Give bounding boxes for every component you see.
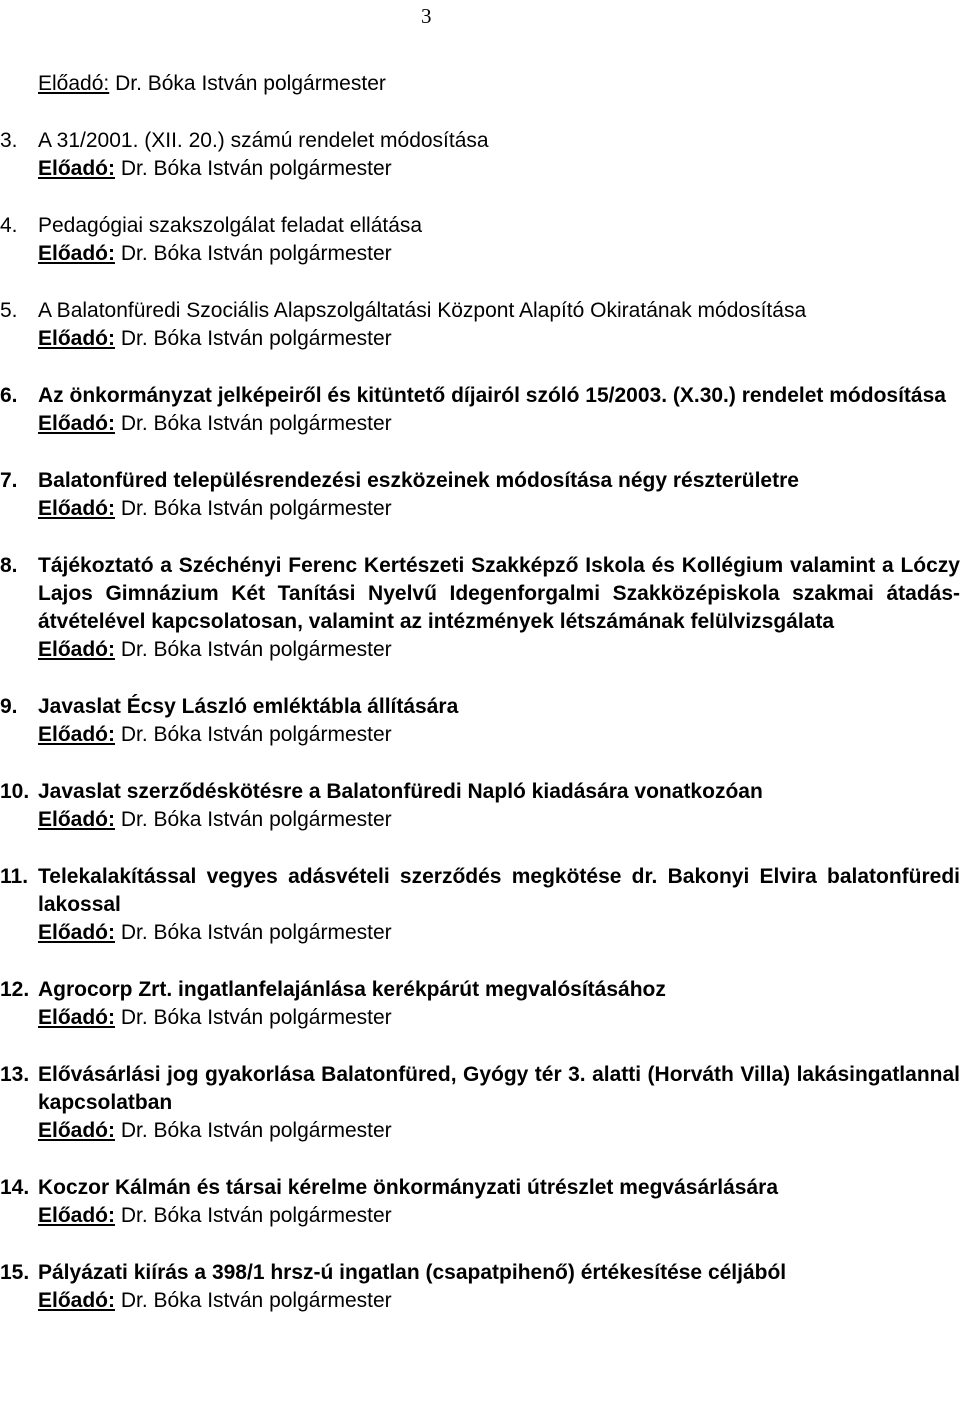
presenter-label: Előadó: xyxy=(38,72,110,95)
agenda-item-10 xyxy=(0,778,960,834)
agenda-item-13 xyxy=(0,1061,960,1145)
agenda-item-title xyxy=(0,467,960,495)
presenter-label: Előadó: xyxy=(38,1204,115,1227)
agenda-item-title xyxy=(0,693,960,721)
page-number: 3 xyxy=(421,4,432,28)
presenter-line xyxy=(0,806,960,834)
agenda-item-text: Az önkormányzat jelképeiről és kitüntető díjairól szóló 15/2003. (X.30.) rendelet módosítása xyxy=(38,384,946,407)
agenda-item-text: Elővásárlási jog gyakorlása Balatonfüred, Gyógy tér 3. alatti (Horváth Villa) lakásingatlannal kapcsolatban xyxy=(38,1063,960,1114)
agenda-item-text: Javaslat Écsy László emléktábla állítására xyxy=(38,695,459,718)
agenda-item-3 xyxy=(0,127,960,183)
agenda-item-text: Balatonfüred településrendezési eszközeinek módosítása négy részterületre xyxy=(38,469,799,492)
presenter-line xyxy=(0,1004,960,1032)
agenda-item-title xyxy=(0,552,960,636)
agenda-item-title xyxy=(0,127,960,155)
agenda-item-title xyxy=(0,778,960,806)
presenter-name: Dr. Bóka István polgármester xyxy=(120,157,392,180)
agenda-item-number: 11. xyxy=(0,865,29,888)
agenda-item-text: A Balatonfüredi Szociális Alapszolgáltatási Központ Alapító Okiratának módosítása xyxy=(38,299,807,322)
agenda-item-number: 3. xyxy=(0,129,18,152)
agenda-item-number: 5. xyxy=(0,299,18,322)
presenter-line xyxy=(0,495,960,523)
agenda-item-11 xyxy=(0,863,960,947)
agenda-item-title xyxy=(0,1259,960,1287)
agenda-item-6 xyxy=(0,382,960,438)
agenda-item-text: Javaslat szerződéskötésre a Balatonfüredi Napló kiadására vonatkozóan xyxy=(38,780,763,803)
presenter-name: Dr. Bóka István polgármester xyxy=(115,72,386,95)
agenda-item-title xyxy=(0,212,960,240)
agenda-item-number: 10. xyxy=(0,780,30,803)
presenter-name: Dr. Bóka István polgármester xyxy=(120,808,392,831)
presenter-name: Dr. Bóka István polgármester xyxy=(120,412,392,435)
agenda-item-14 xyxy=(0,1174,960,1230)
presenter-line xyxy=(0,721,960,749)
presenter-label: Előadó: xyxy=(38,808,115,831)
presenter-name: Dr. Bóka István polgármester xyxy=(120,1289,392,1312)
agenda-item-number: 8. xyxy=(0,554,18,577)
agenda-item-text: Pályázati kiírás a 398/1 hrsz-ú ingatlan (csapatpihenő) értékesítése céljából xyxy=(38,1261,787,1284)
agenda-item-number: 9. xyxy=(0,695,18,718)
agenda-item-number: 4. xyxy=(0,214,18,237)
presenter-label: Előadó: xyxy=(38,1289,115,1312)
presenter-line xyxy=(0,636,960,664)
presenter-name: Dr. Bóka István polgármester xyxy=(120,1119,392,1142)
agenda-item-text: Pedagógiai szakszolgálat feladat ellátása xyxy=(38,214,423,237)
presenter-label: Előadó: xyxy=(38,921,115,944)
agenda-item-text: Agrocorp Zrt. ingatlanfelajánlása kerékpárút megvalósításához xyxy=(38,978,666,1001)
presenter-label: Előadó: xyxy=(38,723,115,746)
presenter-label: Előadó: xyxy=(38,497,115,520)
agenda-item-15 xyxy=(0,1259,960,1315)
presenter-label: Előadó: xyxy=(38,1006,115,1029)
agenda-item-9 xyxy=(0,693,960,749)
agenda-item-title xyxy=(0,976,960,1004)
presenter-label: Előadó: xyxy=(38,412,115,435)
agenda-item-text: Tájékoztató a Széchényi Ferenc Kertészeti Szakképző Iskola és Kollégium valamint a Lóczy Lajos Gimnázium Két Tanítási Nyelvű Idegenforgalmi Szakközépiskola szakmai átadás-átvételével kapcsolatosan, valamint az intézmények létszámának felülvizsgálata xyxy=(38,554,960,633)
presenter-line xyxy=(0,70,960,98)
agenda-item-number: 14. xyxy=(0,1176,30,1199)
presenter-line xyxy=(0,325,960,353)
agenda-item-number: 13. xyxy=(0,1063,30,1086)
presenter-name: Dr. Bóka István polgármester xyxy=(120,242,392,265)
agenda-item-4 xyxy=(0,212,960,268)
agenda-item-number: 12. xyxy=(0,978,30,1001)
agenda-item-title xyxy=(0,1061,960,1117)
presenter-name: Dr. Bóka István polgármester xyxy=(120,327,392,350)
presenter-label: Előadó: xyxy=(38,638,115,661)
presenter-label: Előadó: xyxy=(38,242,115,265)
agenda-item-number: 15. xyxy=(0,1261,30,1284)
presenter-label: Előadó: xyxy=(38,1119,115,1142)
presenter-line xyxy=(0,240,960,268)
agenda-item-text: Telekalakítással vegyes adásvételi szerződés megkötése dr. Bakonyi Elvira balatonfüredi lakossal xyxy=(38,865,960,916)
agenda-item-number: 6. xyxy=(0,384,18,407)
presenter-name: Dr. Bóka István polgármester xyxy=(120,497,392,520)
agenda-list xyxy=(0,70,960,1315)
presenter-line xyxy=(0,410,960,438)
presenter-name: Dr. Bóka István polgármester xyxy=(120,1204,392,1227)
agenda-item-5 xyxy=(0,297,960,353)
agenda-item-title xyxy=(0,1174,960,1202)
agenda-item-title xyxy=(0,863,960,919)
agenda-item-8 xyxy=(0,552,960,664)
presenter-label: Előadó: xyxy=(38,157,115,180)
presenter-line xyxy=(0,1202,960,1230)
presenter-line xyxy=(0,1117,960,1145)
presenter-name: Dr. Bóka István polgármester xyxy=(120,1006,392,1029)
agenda-item-text: Koczor Kálmán és társai kérelme önkormányzati útrészlet megvásárlására xyxy=(38,1176,779,1199)
agenda-item-title xyxy=(0,297,960,325)
presenter-line xyxy=(0,155,960,183)
presenter-line xyxy=(0,919,960,947)
agenda-item-number: 7. xyxy=(0,469,18,492)
agenda-item-text: A 31/2001. (XII. 20.) számú rendelet módosítása xyxy=(38,129,489,152)
presenter-name: Dr. Bóka István polgármester xyxy=(120,638,392,661)
presenter-line xyxy=(0,1287,960,1315)
presenter-name: Dr. Bóka István polgármester xyxy=(120,921,392,944)
presenter-label: Előadó: xyxy=(38,327,115,350)
agenda-item-title xyxy=(0,382,960,410)
agenda-item-12 xyxy=(0,976,960,1032)
agenda-item-7 xyxy=(0,467,960,523)
presenter-name: Dr. Bóka István polgármester xyxy=(120,723,392,746)
